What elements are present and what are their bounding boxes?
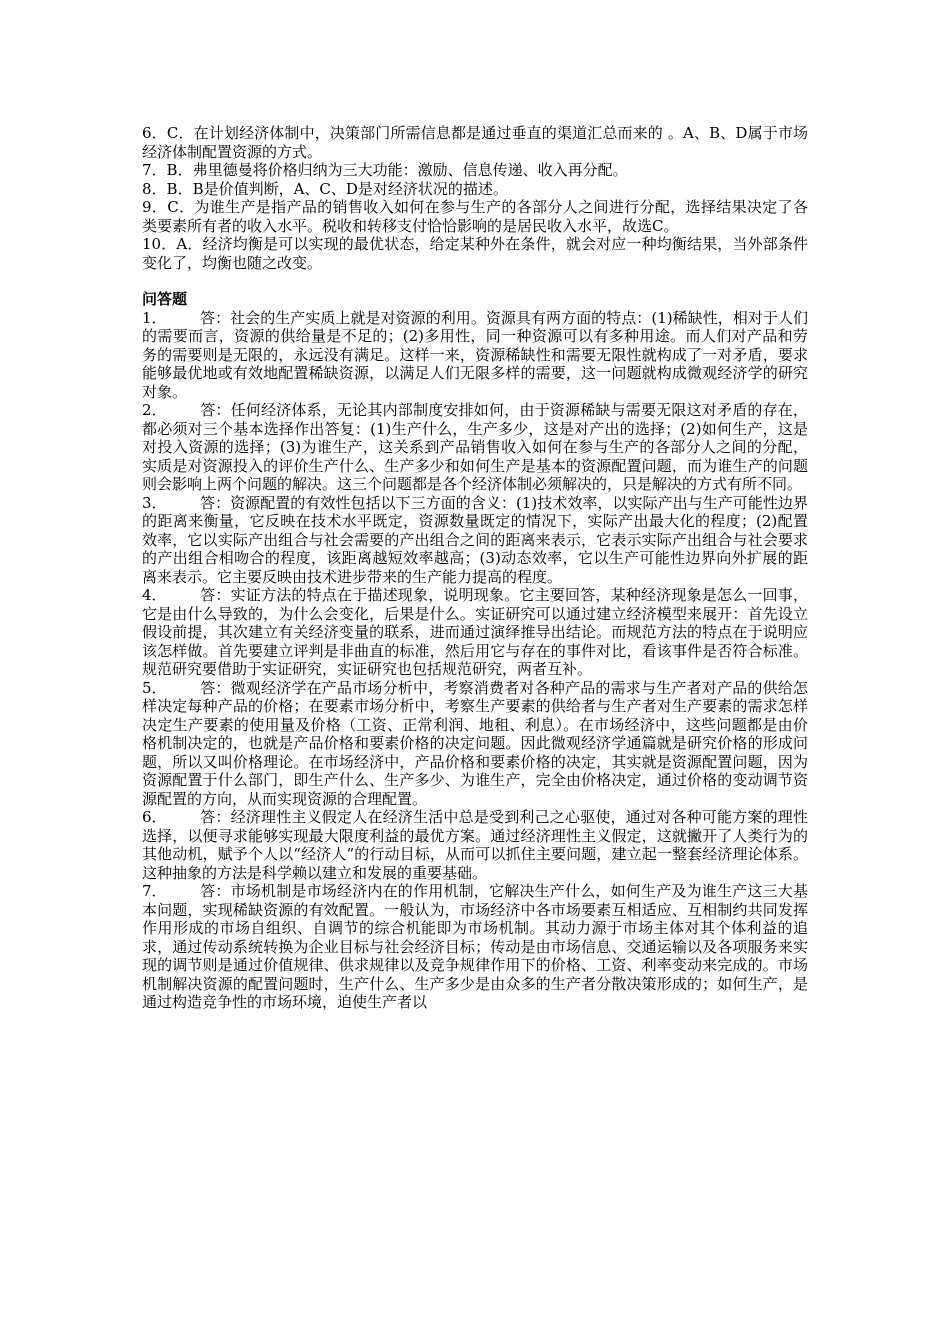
qa-number: 3． (142, 493, 167, 512)
section-heading: 问答题 (142, 290, 188, 308)
qa-answer-7 (142, 882, 808, 1012)
qa-answer-1 (142, 309, 808, 402)
qa-answer-6 (142, 808, 808, 882)
qa-number: 5． (142, 678, 167, 697)
choice-answer-7: 7．B．弗里德曼将价格归纳为三大功能：激励、信息传递、收入再分配。 (142, 161, 628, 179)
qa-answer-5 (142, 679, 808, 809)
qa-number: 4． (142, 586, 167, 604)
choice-answer-9: 9．C．为谁生产是指产品的销售收入如何在参与生产的各部分人之间进行分配，选择结果决定了各类要素所有者的收入水平。税收和转移支付恰恰影响的是居民收入水平，故选C。 (142, 198, 808, 235)
qa-text: 答：实证方法的特点在于描述现象，说明现象。它主要回答，某种经济现象是怎么一回事，它是由什么导致的，为什么会变化，后果是什么。实证研究可以通过建立经济模型来展开：首先设立假设前提，其次建立有关经济变量的联系，进而通过演绎推导出结论。而规范方法的特点在于说明应该怎样做。首先要建立评判是非曲直的标准，然后用它与存在的事件对比，看该事件是否符合标准。规范研究要借助于实证研究，实证研究也包括规范研究，两者互补。 (142, 586, 808, 678)
qa-text: 答：任何经济体系，无论其内部制度安排如何，由于资源稀缺与需要无限这对矛盾的存在，都必须对三个基本选择作出答复：(1)生产什么，生产多少，这是对产出的选择；(2)如何生产，这是对投入资源的选择；(3)为谁生产，这关系到产品销售收入如何在参与生产的各部分人之间的分配，实质是对资源投入的评价生产什么、生产多少和如何生产是基本的资源配置问题，而为谁生产的问题则会影响上两个问题的解决。这三个问题都是各个经济体制必须解决的，只是解决的方式有所不同。 (142, 401, 808, 493)
qa-answers-section (142, 309, 808, 1012)
choice-answers-section (142, 124, 808, 272)
qa-text: 答：微观经济学在产品市场分析中，考察消费者对各种产品的需求与生产者对产品的供给怎样决定每种产品的价格；在要素市场分析中，考察生产要素的供给者与生产者对生产要素的需求怎样决定生产要素的使用量及价格（工资、正常利润、地租、利息）。在市场经济中，这些问题都是由价格机制决定的，也就是产品价格和要素价格的决定问题。因此微观经济学通篇就是研究价格的形成问题，所以又叫价格理论。在市场经济中，产品价格和要素价格的决定，其实就是资源配置问题，因为资源配置于什么部门，即生产什么、生产多少、为谁生产，完全由价格决定，通过价格的变动调节资源配置的方向，从而实现资源的合理配置。 (142, 678, 808, 808)
qa-text: 答：市场机制是市场经济内在的作用机制，它解决生产什么，如何生产及为谁生产这三大基本问题，实现稀缺资源的有效配置。一般认为，市场经济中各市场要素互相适应、互相制约共同发挥作用形成的市场自组织、自调节的综合机能即为市场机制。其动力源于市场主体对其个体利益的追求，通过传动系统转换为企业目标与社会经济目标；传动是由市场信息、交通运输以及各项服务来实现的调节则是通过价值规律、供求规律以及竞争规律作用下的价格、工资、利率变动来完成的。市场机制解决资源的配置问题时，生产什么、生产多少是由众多的生产者分散决策形成的；如何生产，是通过构造竞争性的市场环境，迫使生产者以 (142, 882, 808, 1011)
qa-number: 1． (142, 308, 167, 327)
qa-text: 答：社会的生产实质上就是对资源的利用。资源具有两方面的特点：(1)稀缺性，相对于人们的需要而言，资源的供给量是不足的；(2)多用性，同一种资源可以有多种用途。而人们对产品和劳务的需要则是无限的，永远没有满足。这样一来，资源稀缺性和需要无限性就构成了一对矛盾，要求能够最优地或有效地配置稀缺资源，以满足人们无限多样的需要，这一问题就构成微观经济学的研究对象。 (142, 308, 808, 401)
qa-text: 答：经济理性主义假定人在经济生活中总是受到利己之心驱使，通过对各种可能方案的理性选择，以便寻求能够实现最大限度利益的最优方案。通过经济理性主义假定，这就撇开了人类行为的其他动机，赋予个人以“经济人”的行动目标，从而可以抓住主要问题，建立起一整套经济理论体系。这种抽象的方法是科学赖以建立和发展的重要基础。 (142, 808, 808, 882)
choice-answer-10: 10．A．经济均衡是可以实现的最优状态，给定某种外在条件，就会对应一种均衡结果，当外部条件变化了，均衡也随之改变。 (142, 235, 808, 272)
qa-answer-3 (142, 494, 808, 587)
choice-answer-6: 6．C．在计划经济体制中，决策部门所需信息都是通过垂直的渠道汇总而来的 。A、B、D属于市场经济体制配置资源的方式。 (142, 124, 808, 161)
qa-answer-4 (142, 586, 808, 679)
choice-answer-8: 8．B．B是价值判断，A、C、D是对经济状况的描述。 (142, 179, 508, 198)
qa-text: 答：资源配置的有效性包括以下三方面的含义：(1)技术效率，以实际产出与生产可能性边界的距离来衡量，它反映在技术水平既定，资源数量既定的情况下，实际产出最大化的程度；(2)配置效率，它以实际产出组合与社会需要的产出组合之间的距离来表示，它表示实际产出组合与社会要求的产出组合相吻合的程度，该距离越短效率越高；(3)动态效率，它以生产可能性边界向外扩展的距离来表示。它主要反映由技术进步带来的生产能力提高的程度。 (142, 493, 808, 586)
document-page (142, 124, 808, 1012)
qa-number: 2． (142, 401, 167, 419)
qa-answer-2 (142, 401, 808, 494)
qa-number: 7． (142, 882, 167, 900)
qa-number: 6． (142, 808, 167, 826)
